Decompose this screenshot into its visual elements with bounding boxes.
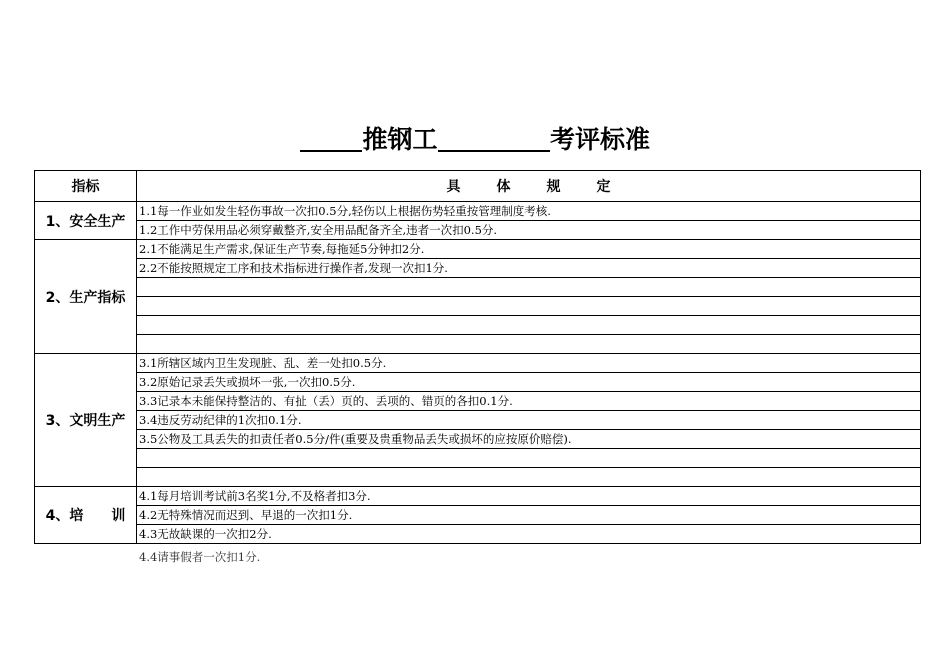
rule-cell: 3.1所辖区域内卫生发现脏、乱、差一处扣0.5分. [137, 354, 921, 373]
header-detail-char: 具 [446, 179, 461, 195]
rule-cell: 1.1每一作业如发生轻伤事故一次扣0.5分,轻伤以上根据伤势轻重按管理制度考核. [137, 202, 921, 221]
rule-cell: 2.1不能满足生产需求,保证生产节奏,每拖延5分钟扣2分. [137, 240, 921, 259]
table-row [35, 430, 921, 449]
table-row [35, 240, 921, 259]
table-row [35, 259, 921, 278]
table-row [35, 392, 921, 411]
table-row [35, 278, 921, 297]
title-blank-left [300, 120, 363, 152]
rule-cell: 4.3无故缺课的一次扣2分. [137, 525, 921, 544]
rule-cell [137, 297, 921, 316]
rule-cell: 4.2无特殊情况而迟到、早退的一次扣1分. [137, 506, 921, 525]
table-row [35, 354, 921, 373]
rule-cell [137, 468, 921, 487]
rule-cell [137, 278, 921, 297]
table-row [35, 411, 921, 430]
rule-cell: 3.3记录本未能保持整洁的、有扯（丢）页的、丢项的、错页的各扣0.1分. [137, 392, 921, 411]
document-title [0, 120, 950, 160]
section-name: 4、培 训 [35, 487, 137, 544]
rule-cell [137, 449, 921, 468]
table-row [35, 316, 921, 335]
table-row [35, 449, 921, 468]
trailing-note: 4.4请事假者一次扣1分. [139, 550, 261, 564]
rule-cell: 1.2工作中劳保用品必须穿戴整齐,安全用品配备齐全,违者一次扣0.5分. [137, 221, 921, 240]
header-indicator: 指标 [35, 171, 137, 202]
rule-cell: 2.2不能按照规定工序和技术指标进行操作者,发现一次扣1分. [137, 259, 921, 278]
rule-cell [137, 335, 921, 354]
section-name: 3、文明生产 [35, 354, 137, 487]
rule-cell: 3.4违反劳动纪律的1次扣0.1分. [137, 411, 921, 430]
evaluation-table [34, 170, 921, 544]
table-row [35, 335, 921, 354]
title-job-name: 推钢工 [362, 125, 438, 154]
title-blank-right [438, 120, 551, 152]
table-header-row [35, 171, 921, 202]
table-row [35, 525, 921, 544]
table-row [35, 468, 921, 487]
section-name: 1、安全生产 [35, 202, 137, 240]
table-row [35, 202, 921, 221]
table-row [35, 487, 921, 506]
header-detail [137, 171, 921, 202]
header-detail-char: 规 [546, 179, 561, 195]
title-suffix: 考评标准 [550, 125, 651, 154]
section-name: 2、生产指标 [35, 240, 137, 354]
rule-cell: 3.2原始记录丢失或损坏一张,一次扣0.5分. [137, 373, 921, 392]
table-row [35, 221, 921, 240]
rule-cell [137, 316, 921, 335]
header-detail-char: 体 [496, 179, 511, 195]
rule-cell: 4.1每月培训考试前3名奖1分,不及格者扣3分. [137, 487, 921, 506]
table-row [35, 373, 921, 392]
table-row [35, 297, 921, 316]
header-detail-char: 定 [596, 179, 611, 195]
table-row [35, 506, 921, 525]
rule-cell: 3.5公物及工具丢失的扣责任者0.5分/件(重要及贵重物品丢失或损坏的应按原价赔偿). [137, 430, 921, 449]
